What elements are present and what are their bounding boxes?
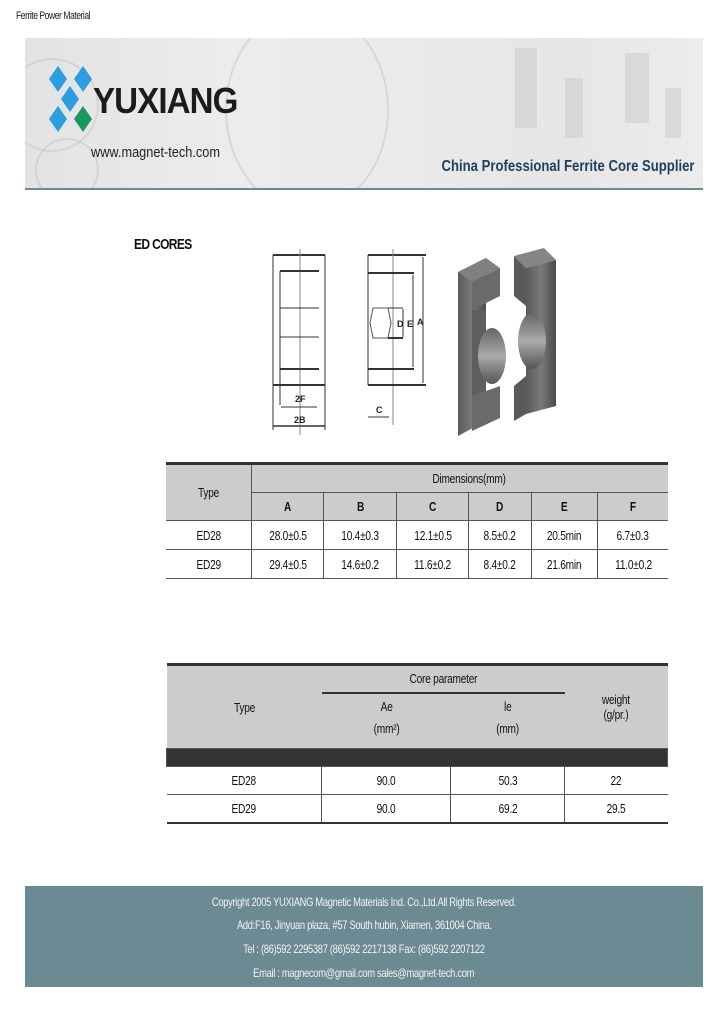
footer-address: Add:F16, Jinyuan plaza, #57 South hubin, Xiamen, 361004 China. [236,918,492,932]
label-2f: 2F [295,394,306,404]
cell-type: ED28 [167,767,322,795]
document-label: Ferrite Power Material [16,10,91,22]
cell-d: 8.5±0.2 [469,521,531,550]
header-separator-band [167,749,668,767]
cell-d: 8.4±0.2 [469,550,531,579]
column-header-e: E [531,493,598,521]
label-2b: 2B [294,415,306,425]
cell-weight: 22 [565,767,668,795]
banner-decoration [665,88,681,138]
label-a: A [417,317,424,327]
banner-decoration [515,48,537,128]
cell-c: 11.6±0.2 [396,550,468,579]
le-header: le (mm) [451,694,565,749]
label-e: E [407,319,414,329]
type-header: Type [167,665,322,749]
table-row [167,767,668,795]
footer [25,886,703,987]
footer-email[interactable]: Email : magnecom@gmail.com sales@magnet-tech.com [253,966,475,980]
banner-decoration [625,53,649,123]
label-c: C [376,405,383,415]
footer-copyright: Copyright 2005 YUXIANG Magnetic Materials Ind. Co.,Ltd.All Rights Reserved. [211,895,517,909]
cell-a: 28.0±0.5 [252,521,324,550]
cell-ae: 90.0 [322,767,451,795]
table-row [166,521,668,550]
label-d: D [397,319,404,329]
cell-type: ED29 [167,795,322,824]
cell-type: ED28 [166,521,252,550]
cell-f: 11.0±0.2 [598,550,668,579]
column-header-c: C [396,493,468,521]
cell-a: 29.4±0.5 [252,550,324,579]
cell-e: 20.5min [531,521,598,550]
cell-b: 14.6±0.2 [324,550,396,579]
cell-c: 12.1±0.5 [396,521,468,550]
column-header-a: A [252,493,324,521]
type-header: Type [166,464,252,521]
column-header-f: F [598,493,668,521]
cell-type: ED29 [166,550,252,579]
cell-b: 10.4±0.3 [324,521,396,550]
section-title: ED CORES [134,236,192,253]
column-header-d: D [469,493,531,521]
banner-tagline: China Professional Ferrite Core Supplier [442,158,695,175]
table-row [167,795,668,824]
cell-f: 6.7±0.3 [598,521,668,550]
core-parameter-group-header: Core parameter [322,665,565,695]
cell-weight: 29.5 [565,795,668,824]
banner-decoration [565,78,583,138]
column-header-b: B [324,493,396,521]
dimensions-group-header: Dimensions(mm) [252,464,669,493]
cell-le: 50.3 [451,767,565,795]
ae-header: Ae (mm²) [322,694,451,749]
cell-ae: 90.0 [322,795,451,824]
footer-phone: Tel : (86)592 2295387 (86)592 2217138 Fax: (86)592 2207122 [243,942,485,956]
header-banner [25,38,703,190]
cell-e: 21.6min [531,550,598,579]
banner-decoration [35,138,99,190]
banner-decoration [225,38,389,190]
weight-header: weight (g/pr.) [565,665,668,749]
table-row [166,550,668,579]
brand-url[interactable]: www.magnet-tech.com [91,144,220,161]
cell-le: 69.2 [451,795,565,824]
brand-name: YUXIANG [93,80,238,121]
ed-core-dimension-drawing [260,245,450,440]
dimensions-table [166,462,668,579]
core-parameter-table [166,663,668,824]
ed-core-photo [452,246,572,436]
